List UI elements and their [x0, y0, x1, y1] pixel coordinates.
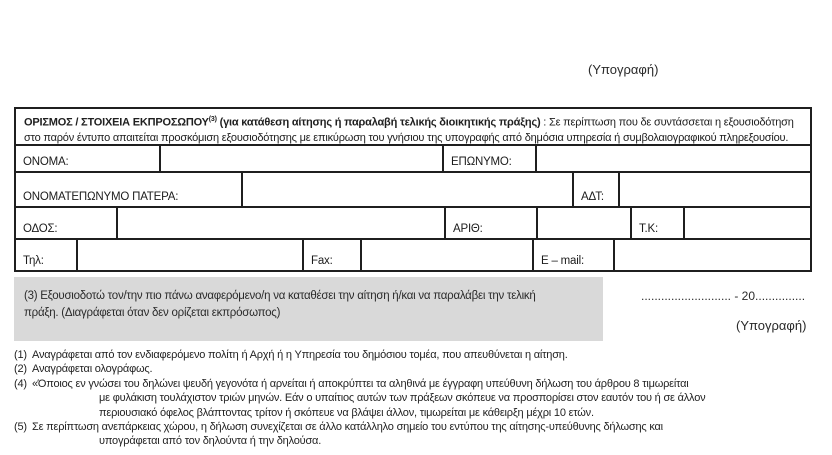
- footnote-2: [14, 362, 826, 376]
- footnote-5-mark: (5): [14, 421, 27, 434]
- onoma-label: ΟΝΟΜΑ:: [16, 146, 161, 171]
- odos-label: ΟΔΟΣ:: [16, 208, 118, 238]
- tk-input-cell[interactable]: [685, 208, 810, 238]
- title-rest: Σε περίπτωση που δε συντάσσεται η εξουσιοδότηση στο παρόν έντυπο απαιτείται προσκόμιση εξουσιοδότησης με επικύρωση του γνήσιου της υπογραφής από δημόσια υπηρεσία ή συμβολαιογραφικού πληρεξουσίου.: [24, 116, 794, 144]
- form-row-contact: [16, 240, 810, 270]
- arith-input-cell[interactable]: [538, 208, 632, 238]
- til-label: Τηλ:: [16, 240, 78, 270]
- footnote-4-line3: [14, 406, 826, 420]
- signature-label-bottom: (Υπογραφή): [736, 318, 807, 333]
- date-field[interactable]: ........................... - 20...............: [641, 289, 806, 303]
- authorization-note-line2: πράξη. (Διαγράφεται όταν δεν ορίζεται εκπρόσωπος): [24, 307, 281, 319]
- footnote-5-text2: υπογράφεται από τον δηλούντα ή την δηλούσα.: [99, 435, 322, 448]
- footnote-4-line1: [14, 377, 826, 391]
- representative-section-title: [16, 109, 810, 146]
- onoma-input-cell[interactable]: [161, 146, 444, 171]
- footnote-5-line1: [14, 420, 826, 434]
- authorization-note-line1: (3) Εξουσιοδοτώ τον/την πιο πάνω αναφερόμενο/η να καταθέσει την αίτηση ή/και να παραλάβει την τελική: [24, 290, 536, 302]
- fax-label: Fax:: [304, 240, 362, 270]
- father-name-label: ΟΝΟΜΑΤΕΠΩΝΥΜΟ ΠΑΤΕΡΑ:: [16, 173, 243, 206]
- eponymo-label: ΕΠΩΝΥΜΟ:: [444, 146, 537, 171]
- footnote-1-text: Αναγράφεται από τον ενδιαφερόμενο πολίτη ή Αρχή ή η Υπηρεσία του δημόσιου τομέα, που απευθύνεται η αίτηση.: [32, 349, 568, 361]
- adt-label: ΑΔΤ:: [574, 173, 620, 206]
- footnote-ref-3: (3): [208, 116, 217, 123]
- form-row-name: [16, 146, 810, 173]
- odos-input-cell[interactable]: [118, 208, 446, 238]
- footnote-4-line2: [14, 391, 826, 405]
- adt-input-cell[interactable]: [620, 173, 810, 206]
- footnote-1: [14, 348, 826, 362]
- footnote-4-mark: (4): [14, 377, 27, 390]
- form-row-father-name: [16, 173, 810, 208]
- email-label: E – mail:: [534, 240, 615, 270]
- father-name-input-cell[interactable]: [243, 173, 574, 206]
- email-input-cell[interactable]: [615, 240, 810, 270]
- tk-label: Τ.Κ:: [632, 208, 685, 238]
- footnote-4-text2: με φυλάκιση τουλάχιστον τριών μηνών. Εάν ο υπαίτιος αυτών των πράξεων σκόπευε να προσπορίσει στον εαυτόν του ή σε άλλον: [99, 392, 706, 405]
- footnote-4-text3: περιουσιακό όφελος βλάπτοντας τρίτον ή σκόπευε να βλάψει άλλον, τιμωρείται με κάθειρξη μέχρι 10 ετών.: [99, 406, 594, 419]
- representative-section: [14, 107, 812, 272]
- authorization-note: [14, 277, 603, 341]
- title-separator: :: [540, 116, 549, 129]
- fax-input-cell[interactable]: [362, 240, 534, 270]
- footnote-2-text: Αναγράφεται ολογράφως.: [32, 363, 153, 376]
- title-bold-part: ΟΡΙΣΜΟΣ / ΣΤΟΙΧΕΙΑ ΕΚΠΡΟΣΩΠΟΥ: [24, 116, 209, 129]
- til-input-cell[interactable]: [78, 240, 304, 270]
- form-row-address: [16, 208, 810, 240]
- signature-label-top: (Υπογραφή): [588, 62, 659, 77]
- footnote-2-mark: (2): [14, 363, 27, 376]
- footnote-5-text1: Σε περίπτωση ανεπάρκειας χώρου, η δήλωση συνεχίζεται σε άλλο κατάλληλο σημείο του εντύπου της αίτησης-υπεύθυνης δήλωσης και: [32, 421, 663, 434]
- arith-label: ΑΡΙΘ:: [446, 208, 538, 238]
- eponymo-input-cell[interactable]: [537, 146, 810, 171]
- footnote-5-line2: [14, 434, 826, 448]
- footnotes-section: [14, 348, 826, 449]
- title-bold-part-2: (για κατάθεση αίτησης ή παραλαβή τελικής διοικητικής πράξης): [216, 116, 541, 129]
- footnote-4-text1: «Όποιος εν γνώσει του δηλώνει ψευδή γεγονότα ή αρνείται ή αποκρύπτει τα αληθινά με έγγραφη υπεύθυνη δήλωση του άρθρου 8 τιμωρείται: [32, 377, 689, 390]
- footnote-1-mark: (1): [14, 349, 27, 361]
